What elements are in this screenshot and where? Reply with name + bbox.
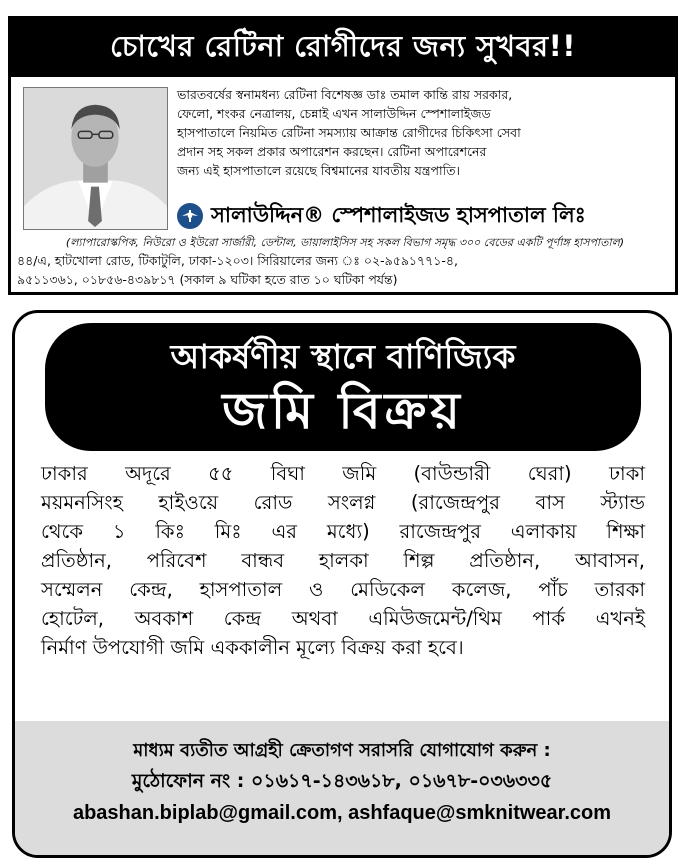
contact-instruction: মাধ্যম ব্যতীত আগ্রহী ক্রেতাগণ সরাসরি যোগাযোগ করুন :	[133, 740, 551, 761]
description-line: হোটেল, অবকাশ কেন্দ্র অথবা এমিউজমেন্ট/থিম পার্ক এখনই	[41, 607, 645, 630]
description-line: নির্মাণ উপযোগী জমি এককালীন মূল্যে বিক্রয় করা হবে।	[41, 636, 464, 659]
email-addresses: abashan.biplab@gmail.com, ashfaque@smknitwear.com	[72, 802, 612, 824]
contact-box	[15, 721, 669, 858]
retina-hospital-ad	[8, 16, 678, 295]
description-line: থেকে ১ কিঃ মিঃ এর মধ্যে) রাজেন্দ্রপুর এলাকায় শিক্ষা	[41, 520, 645, 543]
land-sale-ad	[12, 310, 672, 858]
hospital-address	[17, 251, 673, 289]
land-sale-description	[41, 459, 645, 662]
hospital-services: (ল্যাপারোস্কপিক, নিউরো ও ইউরো সার্জারী, ডেন্টাল, ডায়ালাইসিস সহ সকল বিভাগ সমৃদ্ধ ৩০০ বেডের একটি পূর্ণাঙ্গ হাসপাতাল)	[65, 236, 625, 249]
ad1-body-line: প্রদান সহ সকল প্রকার অপারেশন করছেন। রেটিনা অপারেশনের	[177, 144, 487, 159]
ad1-body-text	[177, 85, 669, 180]
hospital-logo-icon	[177, 203, 203, 229]
ad1-body-line: ফেলো, শংকর নেত্রালয়, চেন্নাই এখন সালাউদ্দিন স্পেশালাইজড	[177, 106, 491, 121]
description-line: সম্মেলন কেন্দ্র, হাসপাতাল ও মেডিকেল কলেজ, পাঁচ তারকা	[41, 578, 645, 601]
ad1-body-line: হাসপাতালে নিয়মিত রেটিনা সমস্যায় আক্রান্ত রোগীদের চিকিৎসা সেবা	[177, 125, 521, 140]
doctor-photo	[23, 87, 168, 230]
land-sale-banner	[45, 323, 641, 451]
banner-title: জমি বিক্রয়	[222, 382, 464, 440]
description-line: ময়মনসিংহ হাইওয়ে রোড সংলগ্ন (রাজেন্দ্রপুর বাস স্ট্যান্ড	[41, 491, 645, 514]
phone-numbers: মুঠোফোন নং : ০১৬১৭-১৪৩৬১৮, ০১৬৭৮-০৩৬৩৩৫	[131, 770, 553, 792]
description-line: প্রতিষ্ঠান, পরিবেশ বান্ধব হালকা শিল্প প্রতিষ্ঠান, আবাসন,	[41, 549, 645, 572]
ad1-body-line: জন্য এই হাসপাতালে রয়েছে বিশ্বমানের যাবতীয় যন্ত্রপাতি।	[177, 163, 460, 178]
description-line: ঢাকার অদূরে ৫৫ বিঘা জমি (বাউন্ডারী ঘেরা) ঢাকা	[41, 462, 645, 485]
hospital-name: সালাউদ্দিন® স্পেশালাইজড হাসপাতাল লিঃ	[211, 202, 586, 227]
address-line: ৪৪/এ, হাটখোলা রোড, টিকাটুলি, ঢাকা-১২০৩। সিরিয়ালের জন্য ঃ ০২-৯৫৯১৭৭১-৪,	[17, 253, 459, 268]
hospital-name-row	[177, 199, 669, 233]
ad1-body-line: ভারতবর্ষের স্বনামধন্য রেটিনা বিশেষজ্ঞ ডাঃ তমাল কান্তি রায় সরকার,	[177, 87, 513, 102]
banner-subtitle: আকর্ষণীয় স্থানে বাণিজ্যিক	[170, 337, 516, 376]
address-line: ৯৫১১৩৬১, ০১৮৫৬-৪৩৯৮১৭ (সকাল ৯ ঘটিকা হতে রাত ১০ ঘটিকা পর্যন্ত)	[17, 272, 398, 287]
doctor-portrait-icon	[24, 88, 167, 229]
ad1-headline: চোখের রেটিনা রোগীদের জন্য সুখবর!!	[11, 19, 675, 77]
